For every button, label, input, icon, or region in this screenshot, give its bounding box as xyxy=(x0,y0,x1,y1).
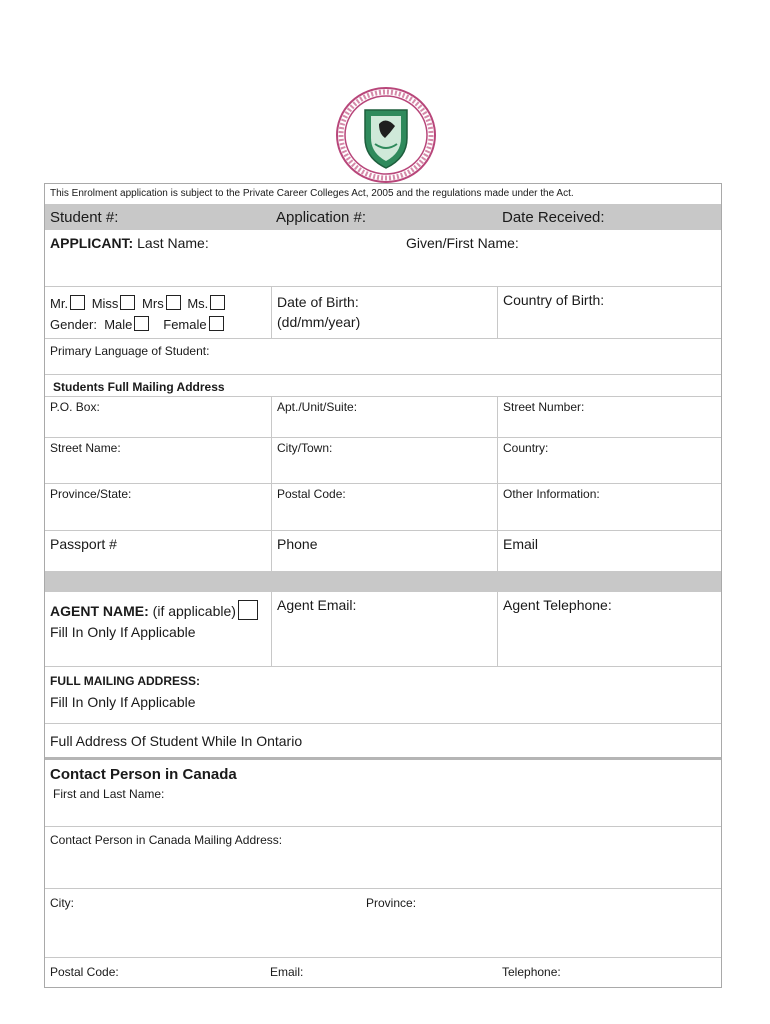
title-mrs-checkbox[interactable] xyxy=(166,295,181,310)
email-field[interactable] xyxy=(497,531,723,571)
street-number-field[interactable] xyxy=(497,397,723,437)
agent-name-label: AGENT NAME: xyxy=(50,603,149,619)
agent-checkbox[interactable] xyxy=(238,600,258,620)
contact-postal-code-label: Postal Code: xyxy=(50,965,119,979)
contact-mailing-address-label: Contact Person in Canada Mailing Address: xyxy=(50,833,283,847)
full-mailing-address-label: FULL MAILING ADDRESS: xyxy=(50,674,200,688)
gender-female-label: Female xyxy=(163,317,207,332)
primary-language-field[interactable] xyxy=(45,339,721,374)
full-mailing-fill-note: Fill In Only If Applicable xyxy=(50,694,196,710)
agent-fill-note: Fill In Only If Applicable xyxy=(50,624,196,640)
agent-telephone-label: Agent Telephone: xyxy=(503,597,612,613)
application-number-field[interactable]: Application #: xyxy=(276,209,367,226)
passport-label: Passport # xyxy=(50,536,117,552)
city-town-label: City/Town: xyxy=(277,441,333,455)
applicant-name-row xyxy=(45,230,721,287)
apt-unit-label: Apt./Unit/Suite: xyxy=(277,400,358,414)
po-box-label: P.O. Box: xyxy=(50,400,100,414)
title-mr-checkbox[interactable] xyxy=(70,295,85,310)
po-box-field[interactable] xyxy=(45,397,271,437)
section-divider xyxy=(45,572,721,592)
date-received-field[interactable]: Date Received: xyxy=(502,209,605,226)
primary-language-row xyxy=(45,339,721,375)
legal-notice: This Enrolment application is subject to the Private Career Colleges Act, 2005 and the regulations made under the Act. xyxy=(50,188,574,199)
ontario-address-row xyxy=(45,724,721,760)
address-row-2 xyxy=(45,438,721,484)
agent-row xyxy=(45,592,721,667)
ontario-address-label: Full Address Of Student While In Ontario xyxy=(50,733,303,749)
title-mr-label: Mr. xyxy=(50,296,69,311)
other-information-label: Other Information: xyxy=(503,487,600,501)
phone-field[interactable] xyxy=(271,531,497,571)
email-label: Email xyxy=(503,536,539,552)
address-row-3 xyxy=(45,484,721,531)
student-number-field[interactable]: Student #: xyxy=(50,209,119,226)
street-number-label: Street Number: xyxy=(503,400,585,414)
country-field[interactable] xyxy=(497,438,723,483)
agent-name-hint: (if applicable) xyxy=(152,603,236,619)
dob-label: Date of Birth: xyxy=(277,294,359,310)
full-mailing-address-field[interactable] xyxy=(45,667,721,723)
last-name-label: Last Name: xyxy=(137,235,209,251)
title-mrs-label: Mrs xyxy=(142,296,164,311)
address-heading-row xyxy=(45,375,721,397)
contact-telephone-field[interactable] xyxy=(497,958,723,987)
address-row-1 xyxy=(45,397,721,438)
contact-province-field[interactable] xyxy=(361,889,723,957)
contact-person-row xyxy=(45,760,721,827)
contact-postal-code-field[interactable] xyxy=(45,958,265,987)
contact-province-label: Province: xyxy=(366,896,417,910)
header-row xyxy=(45,205,721,230)
agent-email-field[interactable] xyxy=(271,592,497,666)
personal-details-row xyxy=(45,287,721,339)
contact-postal-row xyxy=(45,958,721,987)
gender-label: Gender: xyxy=(50,317,97,332)
contact-details-row xyxy=(45,531,721,572)
agent-name-field[interactable] xyxy=(45,592,271,666)
province-state-label: Province/State: xyxy=(50,487,132,501)
street-name-label: Street Name: xyxy=(50,441,121,455)
ontario-address-field[interactable] xyxy=(45,724,721,757)
other-information-field[interactable] xyxy=(497,484,723,530)
contact-person-field[interactable] xyxy=(45,760,721,826)
title-gender-cell xyxy=(45,287,271,338)
given-name-label: Given/First Name: xyxy=(406,235,519,251)
contact-city-field[interactable] xyxy=(45,889,361,957)
last-name-field[interactable] xyxy=(45,230,385,286)
country-of-birth-label: Country of Birth: xyxy=(503,292,605,308)
city-town-field[interactable] xyxy=(271,438,497,483)
gender-male-checkbox[interactable] xyxy=(134,316,149,331)
notice-row xyxy=(45,184,721,205)
passport-field[interactable] xyxy=(45,531,271,571)
title-ms-checkbox[interactable] xyxy=(210,295,225,310)
country-label: Country: xyxy=(503,441,549,455)
gender-male-label: Male xyxy=(104,317,133,332)
agent-telephone-field[interactable] xyxy=(497,592,723,666)
province-state-field[interactable] xyxy=(45,484,271,530)
address-heading: Students Full Mailing Address xyxy=(53,380,225,394)
contact-email-field[interactable] xyxy=(265,958,497,987)
country-of-birth-field[interactable] xyxy=(497,287,723,338)
title-miss-checkbox[interactable] xyxy=(120,295,135,310)
applicant-label: APPLICANT: xyxy=(50,235,134,251)
date-of-birth-field[interactable] xyxy=(271,287,497,338)
contact-email-label: Email: xyxy=(270,965,304,979)
agent-email-label: Agent Email: xyxy=(277,597,357,613)
dob-format-hint: (dd/mm/year) xyxy=(277,314,361,330)
postal-code-field[interactable] xyxy=(271,484,497,530)
primary-language-label: Primary Language of Student: xyxy=(50,344,210,358)
gender-female-checkbox[interactable] xyxy=(209,316,224,331)
contact-city-province-row xyxy=(45,889,721,958)
contact-mailing-address-field[interactable] xyxy=(45,827,721,888)
contact-telephone-label: Telephone: xyxy=(502,965,561,979)
contact-city-label: City: xyxy=(50,896,74,910)
contact-person-name-label: First and Last Name: xyxy=(53,787,165,801)
apt-unit-field[interactable] xyxy=(271,397,497,437)
postal-code-label: Postal Code: xyxy=(277,487,346,501)
given-name-field[interactable] xyxy=(401,230,721,286)
title-ms-label: Ms. xyxy=(187,296,209,311)
college-crest-logo xyxy=(335,86,437,184)
contact-person-heading: Contact Person in Canada xyxy=(50,766,237,783)
street-name-field[interactable] xyxy=(45,438,271,483)
phone-label: Phone xyxy=(277,536,318,552)
full-mailing-address-row xyxy=(45,667,721,724)
title-miss-label: Miss xyxy=(91,296,119,311)
contact-mailing-row xyxy=(45,827,721,889)
enrolment-form xyxy=(44,183,722,988)
